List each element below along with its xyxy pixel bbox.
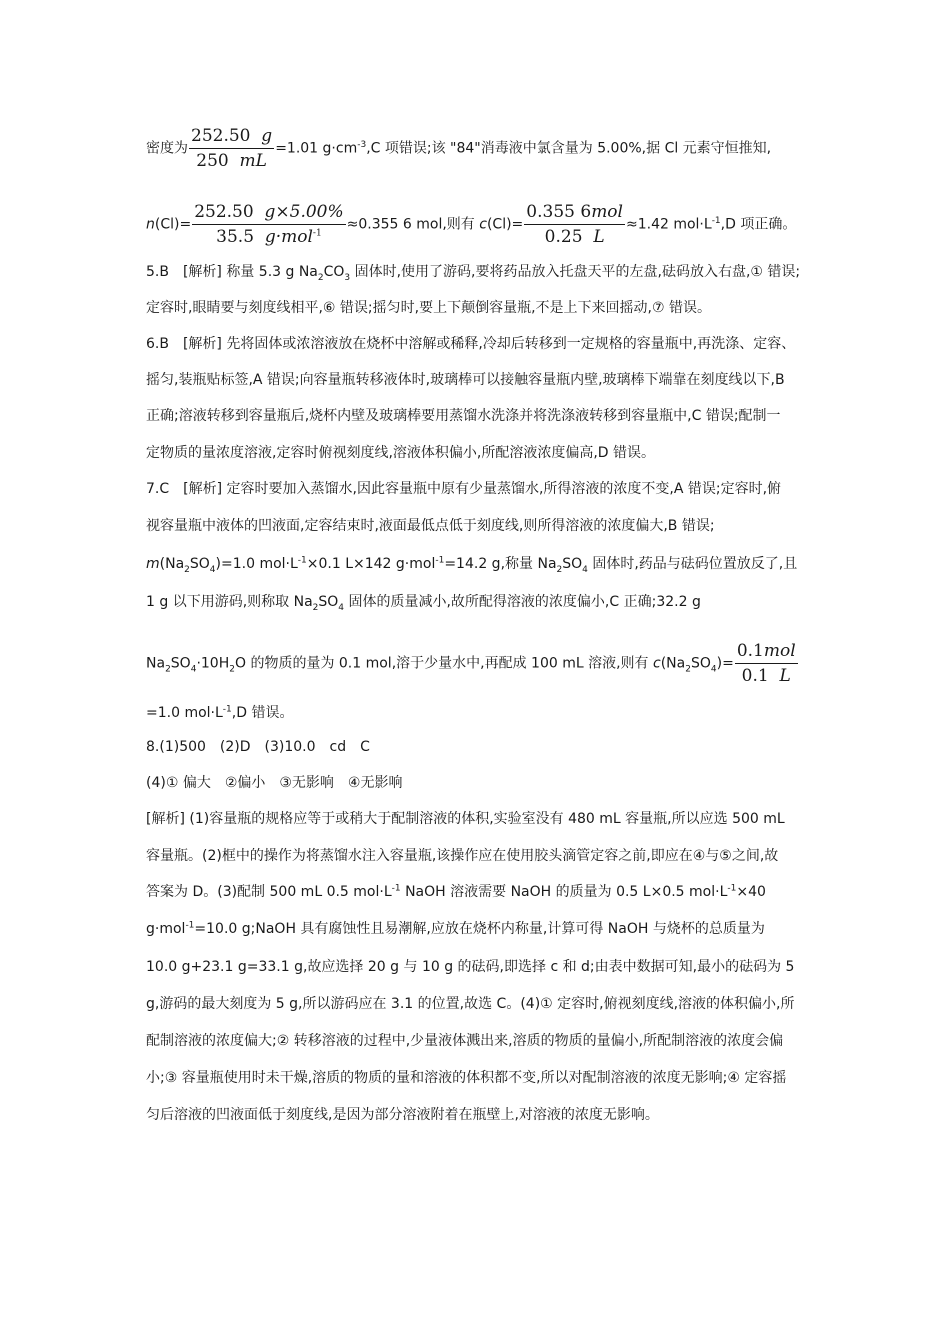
superscript: -1 <box>391 883 401 894</box>
numerator-value: 252.50 <box>191 126 251 146</box>
text: 固体时,药品与砝码位置放反了,且 <box>587 556 798 572</box>
denominator-value: 0.1 <box>741 666 769 686</box>
text: 1 g 以下用游码,则称取 Na <box>146 594 313 610</box>
text: ,D 项正确。 <box>720 216 797 233</box>
italic-var: n <box>146 216 155 233</box>
text-line-24: 小;③ 容量瓶使用时未干燥,溶质的物质的量和溶液的体积都不变,所以对配制溶液的浓度无影响;④ 定容摇 <box>146 1070 787 1086</box>
text-line-2 <box>146 202 796 247</box>
numerator-unit: mol <box>763 641 796 661</box>
text: SO <box>170 655 191 672</box>
denominator-value: 0.25 <box>544 227 583 247</box>
text-line-20 <box>146 919 765 939</box>
text: 固体时,使用了游码,要将药品放入托盘天平的左盘,砝码放入右盘,① 错误; <box>350 264 801 280</box>
subscript: 2 <box>165 664 171 675</box>
denominator-unit: g·mol <box>264 227 313 247</box>
text: 密度为 <box>146 140 188 157</box>
numerator-value: 0.1 <box>736 641 764 661</box>
subscript: 4 <box>582 564 588 575</box>
text-line-18: 容量瓶。(2)框中的操作为将蒸馏水注入容量瓶,该操作应在使用胶头滴管定容之前,即应在④与⑤之间,故 <box>146 848 779 864</box>
text: (Na <box>660 655 686 672</box>
text-line-16: (4)① 偏大 ②偏小 ③无影响 ④无影响 <box>146 775 403 791</box>
text: ≈0.355 6 mol,则有 <box>346 216 480 233</box>
text-line-25: 匀后溶液的凹液面低于刻度线,是因为部分溶液附着在瓶壁上,对溶液的浓度无影响。 <box>146 1107 659 1123</box>
text: SO <box>690 655 711 672</box>
text: )=1.0 mol·L <box>215 556 298 572</box>
text: (Cl)= <box>486 216 524 233</box>
text: =1.01 g·cm <box>275 140 358 157</box>
text: (Na <box>159 556 185 572</box>
subscript: 2 <box>685 664 691 675</box>
denominator-unit: L <box>779 666 791 686</box>
text: ×40 <box>736 884 766 900</box>
numerator-unit: g <box>261 126 273 146</box>
subscript: 4 <box>209 564 216 575</box>
text-line-4: 定容时,眼睛要与刻度线相平,⑥ 错误;摇匀时,要上下颠倒容量瓶,不是上下来回摇动,⑦ 错误。 <box>146 300 711 316</box>
superscript: -1 <box>727 883 737 894</box>
text: NaOH 溶液需要 NaOH 的质量为 0.5 L×0.5 mol·L <box>400 884 728 900</box>
text-line-15: 8.(1)500 (2)D (3)10.0 cd C <box>146 739 370 755</box>
subscript: 2 <box>229 664 235 675</box>
text-line-21: 10.0 g+23.1 g=33.1 g,故应选择 20 g 与 10 g 的砝码,即选择 c 和 d;由表中数据可知,最小的砝码为 5 <box>146 959 795 975</box>
subscript: 4 <box>338 602 345 613</box>
subscript: 4 <box>190 664 197 675</box>
text: =1.0 mol·L <box>146 705 223 721</box>
text-line-13 <box>146 641 799 686</box>
text-line-7: 正确;溶液转移到容量瓶后,烧杯内壁及玻璃棒要用蒸馏水洗涤并将洗涤液转移到容量瓶中,C 错误;配制一 <box>146 408 781 424</box>
text: )= <box>716 655 734 672</box>
superscript: -1 <box>185 920 195 931</box>
text: SO <box>562 556 583 572</box>
denominator-unit: L <box>593 227 605 247</box>
text: 答案为 D。(3)配制 500 mL 0.5 mol·L <box>146 884 392 900</box>
text-line-17: [解析] (1)容量瓶的规格应等于或稍大于配制溶液的体积,实验室没有 480 mL 容量瓶,所以应选 500 mL <box>146 811 785 827</box>
fraction-density <box>189 126 274 171</box>
text-line-3 <box>146 262 800 282</box>
text: g·mol <box>146 921 186 937</box>
italic-var: c <box>653 655 661 672</box>
text-line-9: 7.C [解析] 定容时要加入蒸馏水,因此容量瓶中原有少量蒸馏水,所得溶液的浓度不变,A 错误;定容时,俯 <box>146 481 782 497</box>
text: Na <box>146 655 166 672</box>
superscript: -3 <box>357 139 367 150</box>
text-line-23: 配制溶液的浓度偏大;② 转移溶液的过程中,少量液体溅出来,溶质的物质的量偏小,所配制溶液的浓度会偏 <box>146 1033 784 1049</box>
text-line-12 <box>146 592 701 612</box>
text-line-6: 摇匀,装瓶贴标签,A 错误;向容量瓶转移液体时,玻璃棒可以接触容量瓶内壁,玻璃棒下端靠在刻度线以下,B <box>146 372 785 388</box>
subscript: 2 <box>312 602 319 613</box>
fraction-concentration <box>524 202 625 247</box>
text-line-19 <box>146 882 766 902</box>
subscript: 2 <box>556 564 563 575</box>
numerator-value: 252.50 <box>194 202 254 222</box>
text: SO <box>318 594 339 610</box>
fraction-na2so4 <box>735 641 798 686</box>
text: =10.0 g;NaOH 具有腐蚀性且易潮解,应放在烧杯内称量,计算可得 NaOH 与烧杯的总质量为 <box>194 921 765 937</box>
fraction-moles <box>192 202 345 247</box>
superscript: -1 <box>297 555 307 566</box>
text: ×0.1 L×142 g·mol <box>306 556 436 572</box>
superscript: -1 <box>711 215 721 226</box>
text-line-10: 视容量瓶中液体的凹液面,定容结束时,液面最低点低于刻度线,则所得溶液的浓度偏大,B 错误; <box>146 518 715 534</box>
text: ,C 项错误;该 "84"消毒液中氯含量为 5.00%,据 Cl 元素守恒推知, <box>366 140 772 157</box>
subscript: 4 <box>710 664 717 675</box>
numerator-value: 0.355 6 <box>526 202 592 222</box>
superscript: -1 <box>312 228 322 239</box>
text: SO <box>189 556 210 572</box>
italic-var: c <box>479 216 487 233</box>
subscript: 2 <box>317 272 324 283</box>
superscript: -1 <box>435 555 445 566</box>
text-line-22: g,游码的最大刻度为 5 g,所以游码应在 3.1 的位置,故选 C。(4)① 定容时,俯视刻度线,溶液的体积偏小,所 <box>146 996 795 1012</box>
text: (Cl)= <box>154 216 192 233</box>
italic-var: m <box>146 556 160 572</box>
text: 固体的质量减小,故所配得溶液的浓度偏小,C 正确;32.2 g <box>344 594 701 610</box>
text: =14.2 g,称量 Na <box>444 556 557 572</box>
text-line-14 <box>146 703 293 723</box>
text-line-11 <box>146 554 797 574</box>
numerator-unit: g×5.00% <box>264 202 344 222</box>
text: ≈1.42 mol·L <box>625 216 712 233</box>
text-line-5: 6.B [解析] 先将固体或浓溶液放在烧杯中溶解或稀释,冷却后转移到一定规格的容量瓶中,再洗涤、定容、 <box>146 336 796 352</box>
text-line-1 <box>146 126 771 171</box>
subscript: 3 <box>344 272 351 283</box>
text: 5.B [解析] 称量 5.3 g Na <box>146 264 318 280</box>
text: CO <box>323 264 345 280</box>
denominator-value: 35.5 <box>216 227 255 247</box>
subscript: 2 <box>184 564 190 575</box>
text: ,D 错误。 <box>231 705 294 721</box>
text-line-8: 定物质的量浓度溶液,定容时俯视刻度线,溶液体积偏小,所配溶液浓度偏高,D 错误。 <box>146 445 656 461</box>
denominator-unit: mL <box>239 151 267 171</box>
numerator-unit: mol <box>591 202 623 222</box>
denominator-value: 250 <box>196 151 229 171</box>
superscript: -1 <box>222 704 232 715</box>
text: ·10H <box>196 655 230 672</box>
text: O 的物质的量为 0.1 mol,溶于少量水中,再配成 100 mL 溶液,则有 <box>234 655 654 672</box>
